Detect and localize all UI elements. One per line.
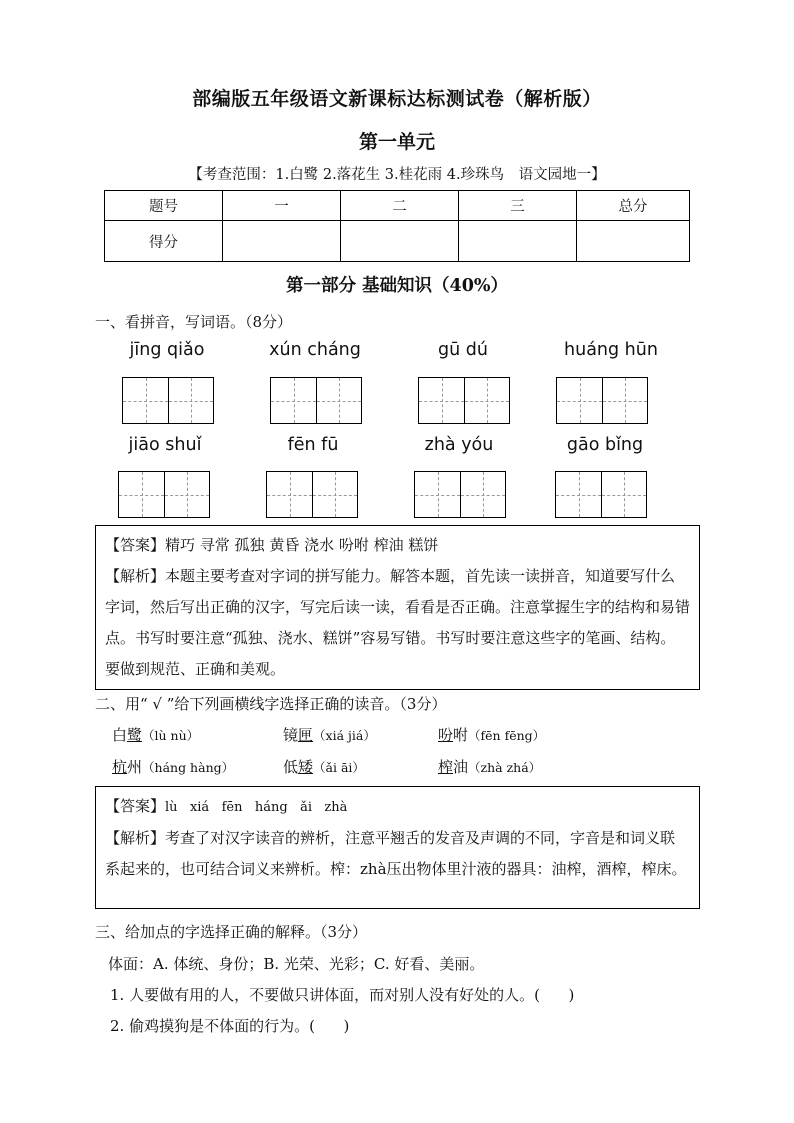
writing-grid[interactable] — [418, 377, 510, 424]
writing-grid[interactable] — [118, 471, 210, 518]
pinyin-label: fēn fū — [287, 435, 339, 455]
score-input-cell[interactable] — [577, 221, 690, 262]
question-3-title: 三、给加点的字选择正确的解释。（3分） — [95, 923, 368, 941]
analysis-label: 【解析】 — [105, 829, 166, 847]
writing-grid[interactable] — [555, 471, 647, 518]
question-1-title: 一、看拼音，写词语。（8分） — [95, 313, 293, 331]
score-header-cell: 一 — [223, 191, 341, 221]
reading-option: 低矮（ǎi āi） — [283, 758, 365, 776]
unit-title: 第一单元 — [358, 131, 435, 153]
exam-scope: 【考查范围：1.白鹭 2.落花生 3.桂花雨 4.珍珠鸟 语文园地一】 — [188, 167, 606, 183]
reading-option: 白鹭（lù nù） — [112, 726, 200, 744]
analysis-label: 【解析】 — [105, 567, 166, 585]
question-3-item: 1. 人要做有用的人，不要做只讲体面，而对别人没有好处的人。( ) — [110, 986, 575, 1004]
score-header-cell: 题号 — [105, 191, 223, 221]
score-input-cell[interactable] — [459, 221, 577, 262]
writing-grid[interactable] — [556, 377, 648, 424]
part-title: 第一部分 基础知识（40%） — [285, 276, 509, 296]
question-2-title: 二、用“ √ ”给下列画横线字选择正确的读音。（3分） — [95, 695, 447, 713]
score-header-cell: 三 — [459, 191, 577, 221]
pinyin-label: xún cháng — [269, 340, 361, 360]
pinyin-label: gū dú — [438, 340, 488, 360]
definition-line: 体面：A. 体统、身份；B. 光荣、光彩；C. 好看、美丽。 — [108, 955, 485, 973]
reading-option: 镜匣（xiá jiá） — [283, 726, 376, 744]
pinyin-label: gāo bǐng — [566, 435, 644, 455]
score-input-cell[interactable] — [341, 221, 459, 262]
question-1-answer-box — [95, 525, 700, 690]
pinyin-label: jīng qiǎo — [129, 340, 205, 360]
question-2-answer-box — [95, 786, 700, 909]
writing-grid[interactable] — [414, 471, 506, 518]
writing-grid[interactable] — [122, 377, 214, 424]
analysis-text: 考查了对汉字读音的辨析，注意平翘舌的发音及声调的不同，字音是和词义联系起来的，也可结合词义来辨析。榨：zhà压出物体里汁液的器具：油榨，酒榨，榨床。 — [105, 829, 687, 878]
score-table — [104, 190, 690, 262]
reading-option: 杭州（háng hàng） — [112, 758, 235, 776]
answer-text: lù xiá fēn háng ǎi zhà — [165, 800, 348, 815]
score-input-cell[interactable] — [223, 221, 341, 262]
page-title: 部编版五年级语文新课标达标测试卷（解析版） — [192, 88, 602, 110]
writing-grid[interactable] — [266, 471, 358, 518]
score-header-cell: 总分 — [577, 191, 690, 221]
question-3-item: 2. 偷鸡摸狗是不体面的行为。( ) — [110, 1017, 350, 1035]
writing-grid[interactable] — [270, 377, 362, 424]
pinyin-label: huáng hūn — [564, 340, 658, 360]
reading-option: 吩咐（fēn fēng） — [438, 726, 546, 744]
analysis-text: 本题主要考查对字词的拼写能力。解答本题，首先读一读拼音，知道要写什么字词，然后写出正确的汉字，写完后读一读，看看是否正确。注意掌握生字的结构和易错点。书写时要注意“孤独、浇水、糕饼”容易写错。书写时要注意这些字的笔画、结构。要做到规范、正确和美观。 — [105, 567, 691, 678]
score-header-cell: 二 — [341, 191, 459, 221]
pinyin-label: jiāo shuǐ — [128, 435, 202, 455]
reading-option: 榨油（zhà zhá） — [438, 758, 542, 776]
answer-label: 【答案】 — [105, 536, 166, 554]
answer-text: 精巧 寻常 孤独 黄昏 浇水 吩咐 榨油 糕饼 — [165, 536, 439, 554]
answer-label: 【答案】 — [105, 797, 166, 815]
score-row-label: 得分 — [105, 221, 223, 262]
pinyin-label: zhà yóu — [424, 435, 494, 455]
